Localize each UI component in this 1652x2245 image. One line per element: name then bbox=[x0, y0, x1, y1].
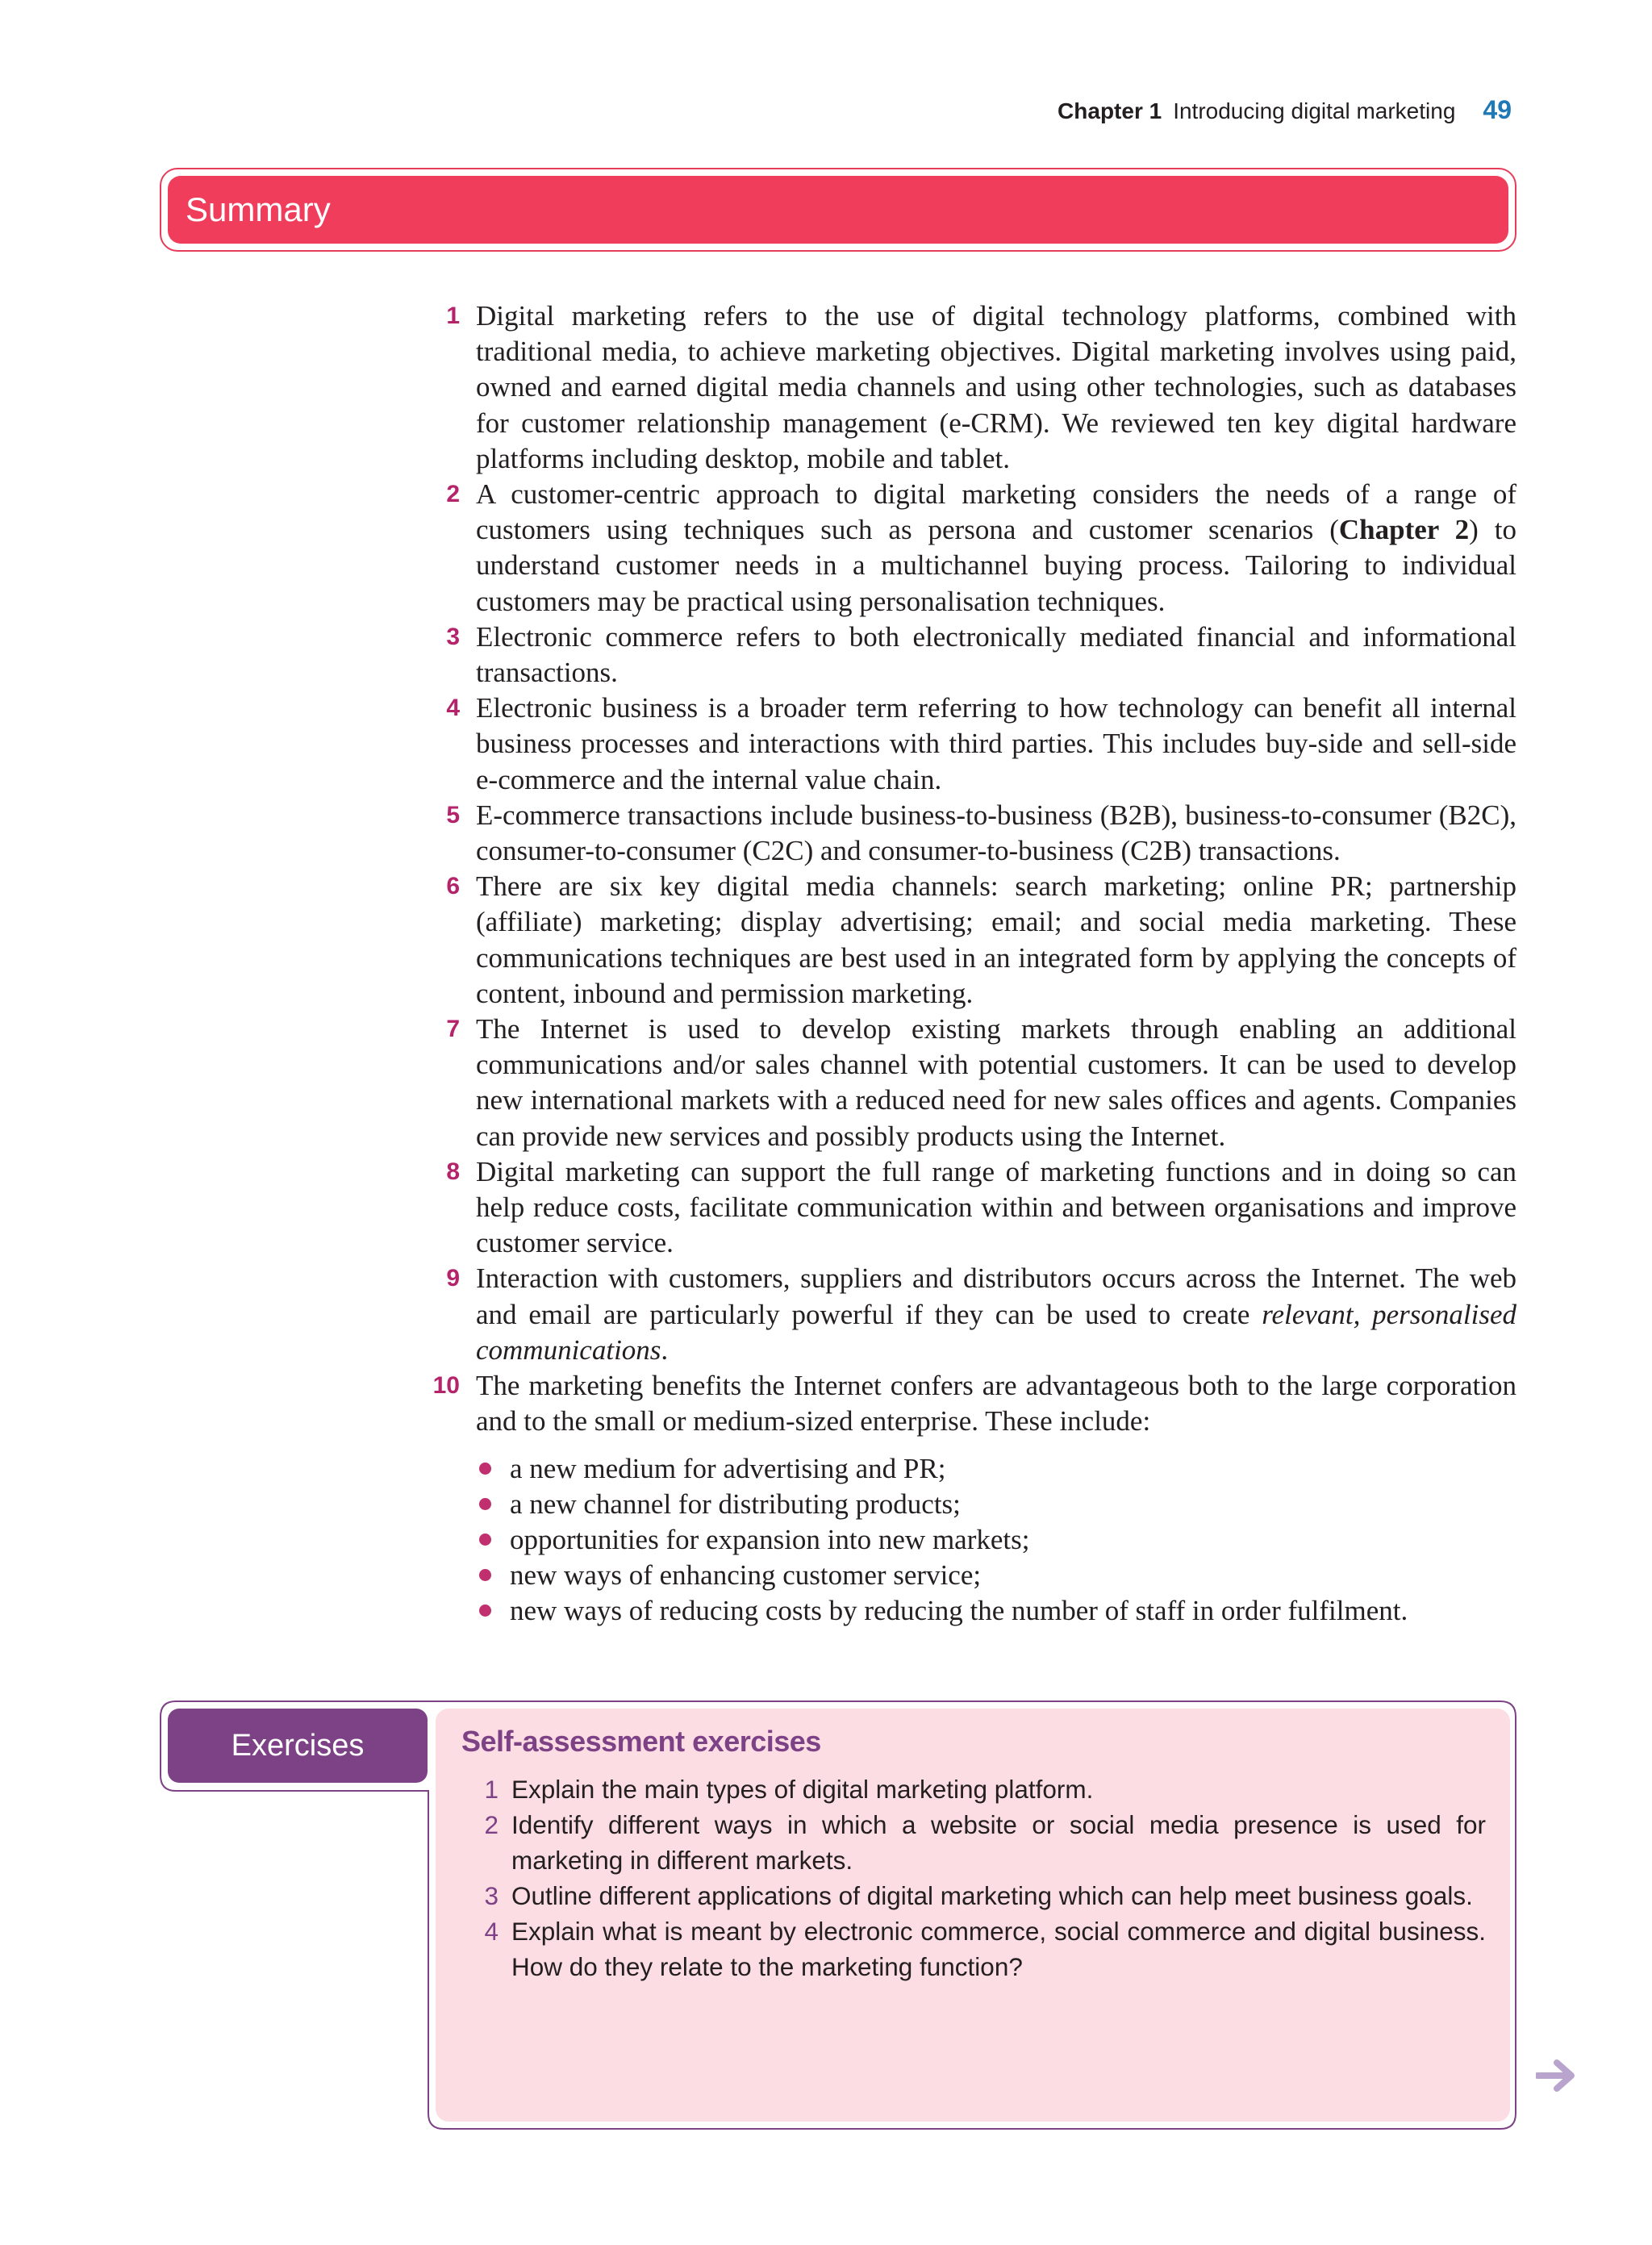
bullet-text: new ways of reducing costs by reducing the number of staff in order fulfilment. bbox=[510, 1595, 1408, 1627]
summary-item bbox=[428, 477, 1516, 620]
exercises-panel bbox=[436, 1709, 1510, 2122]
item-text: E-commerce transactions include business-to-business (B2B), business-to-consumer (B2C), consumer-to-consumer (C2C) and consumer-to-business (C2B) transactions. bbox=[476, 799, 1516, 867]
item-text: The marketing benefits the Internet confers are advantageous both to the large corporation and to the small or medium-sized enterprise. These include: bbox=[476, 1370, 1516, 1438]
item-number: 1 bbox=[446, 303, 460, 329]
exercise-text: Explain what is meant by electronic commerce, social commerce and digital business. How do they relate to the marketing function? bbox=[511, 1917, 1486, 1981]
exercise-text: Identify different ways in which a website or social media presence is used for marketing in different markets. bbox=[511, 1810, 1486, 1875]
item-number: 2 bbox=[446, 481, 460, 508]
bullet-text: opportunities for expansion into new markets; bbox=[510, 1523, 1030, 1555]
chapter-reference: Chapter 2 bbox=[1338, 514, 1470, 546]
item-number: 9 bbox=[446, 1265, 460, 1292]
item-text: Electronic commerce refers to both electronically mediated financial and informational transactions. bbox=[476, 620, 1516, 689]
exercise-number: 1 bbox=[484, 1775, 499, 1804]
exercise-text: Outline different applications of digital marketing which can help meet business goals. bbox=[511, 1881, 1473, 1910]
benefits-list bbox=[476, 1451, 1516, 1630]
bullet-icon bbox=[479, 1569, 491, 1581]
exercises-tab: Exercises bbox=[168, 1709, 428, 1783]
bullet-item bbox=[476, 1558, 1516, 1593]
exercises-list bbox=[461, 1771, 1486, 1984]
summary-item bbox=[428, 298, 1516, 477]
bullet-item bbox=[476, 1451, 1516, 1487]
item-text: Electronic business is a broader term referring to how technology can benefit all internal business processes and interactions with third parties. This includes buy-side and sell-side e-commerce and the internal value chain. bbox=[476, 692, 1516, 795]
item-text: The Internet is used to develop existing markets through enabling an additional communications and/or sales channel with potential customers. It can be used to develop new international markets with a reduced need for new sales offices and agents. Companies can provide new services and possibly products using the Internet. bbox=[476, 1013, 1516, 1152]
item-text: . bbox=[661, 1333, 669, 1366]
arrow-right-icon[interactable] bbox=[1536, 2058, 1579, 2093]
summary-list bbox=[428, 298, 1516, 1630]
summary-item bbox=[428, 1368, 1516, 1629]
exercise-item bbox=[461, 1913, 1486, 1984]
emphasis-text: relevant, personalised communications bbox=[476, 1298, 1516, 1366]
item-text: A customer-centric approach to digital marketing considers the needs of a range of customers using techniques such as persona and customer scenarios ( bbox=[476, 478, 1516, 546]
summary-item bbox=[428, 1261, 1516, 1368]
item-number: 3 bbox=[446, 623, 460, 650]
bullet-item bbox=[476, 1593, 1516, 1629]
item-text: ) to understand customer needs in a multichannel buying process. Tailoring to individual customers may be practical using personalisation techniques. bbox=[476, 514, 1516, 617]
bullet-icon bbox=[479, 1463, 491, 1475]
summary-item bbox=[428, 1154, 1516, 1262]
page-number: 49 bbox=[1483, 95, 1512, 124]
bullet-icon bbox=[479, 1498, 491, 1510]
summary-banner bbox=[160, 168, 1516, 252]
item-number: 6 bbox=[446, 873, 460, 900]
exercise-item bbox=[461, 1807, 1486, 1878]
exercise-item bbox=[461, 1771, 1486, 1807]
summary-item bbox=[428, 620, 1516, 691]
bullet-text: a new channel for distributing products; bbox=[510, 1488, 961, 1520]
item-number: 10 bbox=[432, 1372, 460, 1400]
item-number: 4 bbox=[446, 695, 460, 722]
summary-title: Summary bbox=[168, 176, 1508, 244]
summary-item bbox=[428, 869, 1516, 1012]
summary-item bbox=[428, 798, 1516, 869]
exercise-number: 4 bbox=[484, 1917, 499, 1946]
chapter-label: Chapter 1 bbox=[1058, 98, 1162, 123]
bullet-icon bbox=[479, 1604, 491, 1617]
exercise-number: 2 bbox=[484, 1810, 499, 1839]
bullet-text: new ways of enhancing customer service; bbox=[510, 1559, 982, 1592]
exercise-number: 3 bbox=[484, 1881, 499, 1910]
bullet-item bbox=[476, 1487, 1516, 1522]
bullet-text: a new medium for advertising and PR; bbox=[510, 1452, 946, 1484]
bullet-icon bbox=[479, 1534, 491, 1546]
item-text: Interaction with customers, suppliers and distributors occurs across the Internet. The web and email are particularly powerful if they can be used to create bbox=[476, 1262, 1516, 1330]
chapter-title: Introducing digital marketing bbox=[1173, 98, 1456, 123]
item-text: Digital marketing can support the full range of marketing functions and in doing so can help reduce costs, facilitate communication within and between organisations and improve customer service. bbox=[476, 1155, 1516, 1259]
item-number: 5 bbox=[446, 801, 460, 828]
summary-item bbox=[428, 1012, 1516, 1154]
item-text: Digital marketing refers to the use of digital technology platforms, combined with traditional media, to achieve marketing objectives. Digital marketing involves using paid, owned and earned digital media channels and using other technologies, such as databases for customer relationship management (e-CRM). We reviewed ten key digital hardware platforms including desktop, mobile and tablet. bbox=[476, 300, 1516, 474]
item-number: 7 bbox=[446, 1016, 460, 1043]
exercise-item bbox=[461, 1878, 1486, 1913]
bullet-item bbox=[476, 1522, 1516, 1558]
item-text: There are six key digital media channels: search marketing; online PR; partnership (affiliate) marketing; display advertising; email; and social media marketing. These communications techniques are best used in an integrated form by applying the concepts of content, inbound and permission marketing. bbox=[476, 870, 1516, 1009]
exercise-text: Explain the main types of digital marketing platform. bbox=[511, 1775, 1094, 1804]
summary-item bbox=[428, 691, 1516, 798]
exercises-heading: Self-assessment exercises bbox=[461, 1725, 821, 1758]
running-head bbox=[1058, 95, 1512, 125]
item-number: 8 bbox=[446, 1158, 460, 1185]
